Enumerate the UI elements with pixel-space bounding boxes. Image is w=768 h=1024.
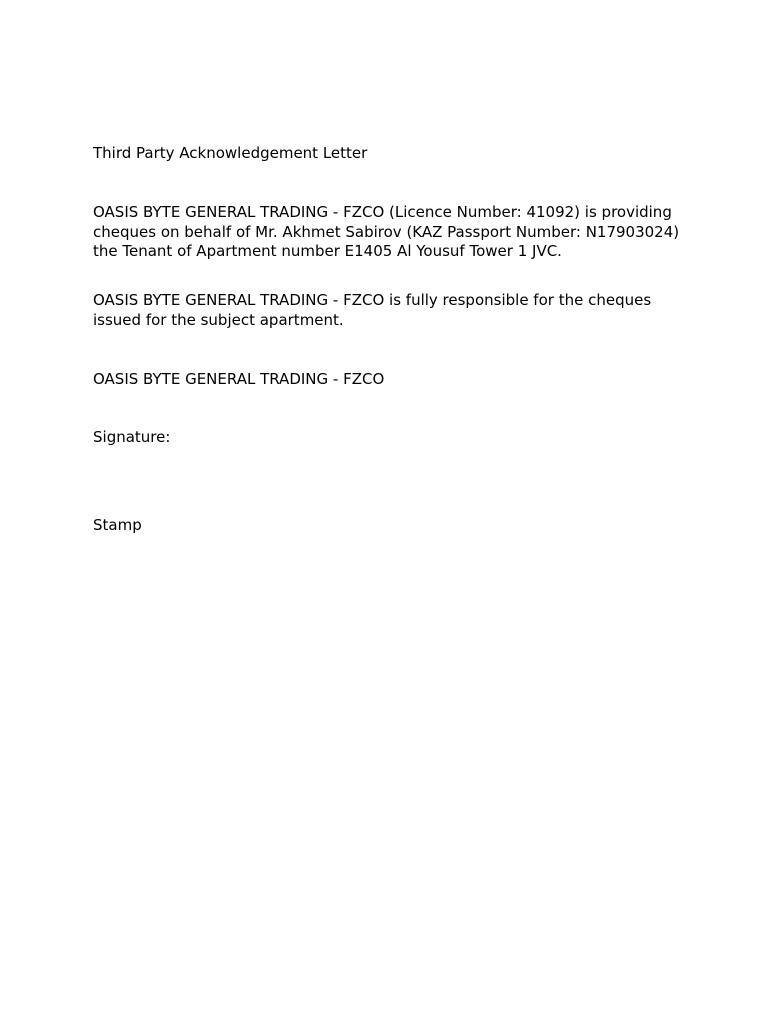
company-name: OASIS BYTE GENERAL TRADING - FZCO <box>93 370 385 388</box>
letter-title: Third Party Acknowledgement Letter <box>93 144 368 162</box>
stamp-label: Stamp <box>93 516 142 534</box>
body-paragraph-1: OASIS BYTE GENERAL TRADING - FZCO (Licence Number: 41092) is providing cheques on behalf of Mr. Akhmet Sabirov (KAZ Passport Number: N17903024) the Tenant of Apartment number E1405 Al Yousuf Tower 1 JVC. <box>93 203 680 260</box>
signature-label: Signature: <box>93 428 171 446</box>
body-paragraph-2: OASIS BYTE GENERAL TRADING - FZCO is fully responsible for the cheques issued for the subject apartment. <box>93 291 652 329</box>
